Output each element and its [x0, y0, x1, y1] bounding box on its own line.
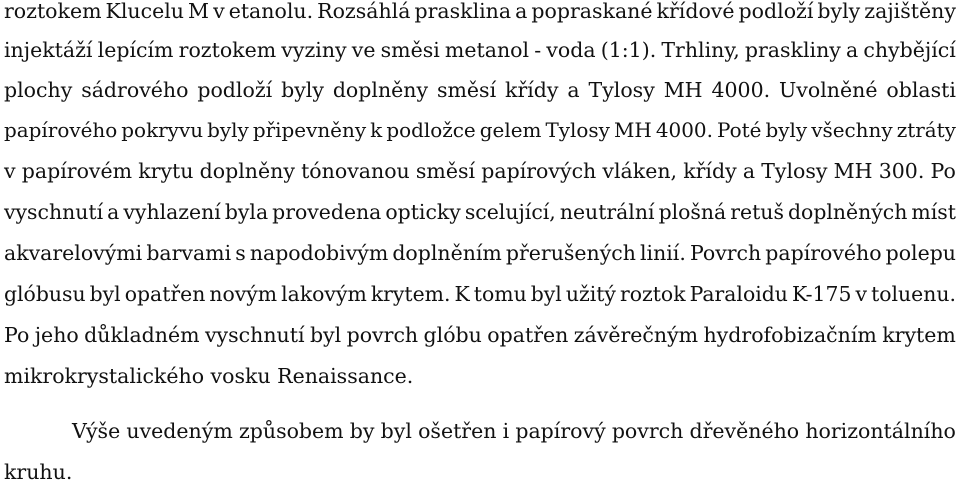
word: křídové [656, 0, 735, 23]
paragraph1-line-5 [4, 158, 956, 184]
paragraph1-line-6 [4, 199, 956, 225]
word: papírového [4, 118, 118, 142]
word: povrch [346, 323, 419, 347]
word: byl [530, 282, 562, 306]
word: papírový [515, 419, 606, 443]
word: napodobivým [249, 241, 389, 265]
word: tomu [473, 282, 527, 306]
word: papírových [481, 159, 597, 183]
word: byla [224, 200, 269, 224]
word: Rozsáhlá [317, 0, 411, 23]
word: byly [281, 78, 324, 102]
word: doplněním [392, 241, 502, 265]
word: novým [209, 282, 278, 306]
word: připevněny [252, 118, 367, 142]
word: M [188, 0, 210, 23]
word: v [4, 159, 16, 183]
word: toluenu. [871, 282, 956, 306]
word: roztokem [178, 38, 277, 62]
word: krytu [138, 159, 194, 183]
word: sádrového [81, 78, 189, 102]
word: papírovém [21, 159, 133, 183]
word: glóbusu [4, 282, 86, 306]
word: křídy [505, 78, 559, 102]
paragraph2-line-2: kruhu. [4, 460, 73, 484]
word: polepu [885, 241, 956, 265]
word: Uvolněné [779, 78, 878, 102]
word: praskliny [744, 38, 841, 62]
word: povrch [611, 419, 684, 443]
word: byl [89, 282, 121, 306]
word: horizontálního [805, 419, 956, 443]
paragraph1-line-2 [4, 37, 956, 63]
word: podložce [386, 118, 476, 142]
word: v [855, 282, 868, 306]
word: lepícím [97, 38, 174, 62]
word: přerušených [505, 241, 636, 265]
word: ošetřen [418, 419, 497, 443]
word: linií. [639, 241, 686, 265]
word: byly [817, 0, 861, 23]
word: popraskané [531, 0, 653, 23]
word: Klucelu [105, 0, 184, 23]
word: neutrální [559, 200, 655, 224]
word: plošná [658, 200, 727, 224]
word: doplněny [199, 159, 295, 183]
word: uvedeným [126, 419, 233, 443]
word: byly [207, 118, 249, 142]
word: podloží [197, 78, 273, 102]
word: směsi [380, 38, 440, 62]
word: glóbu [423, 323, 482, 347]
word: MH [613, 118, 652, 142]
word: barvami [146, 241, 232, 265]
word: gelem [479, 118, 542, 142]
word: byl [309, 323, 342, 347]
word: K-175 [791, 282, 852, 306]
word: opticky [385, 200, 461, 224]
word: Tylosy [761, 159, 828, 183]
word: K [454, 282, 470, 306]
word: důkladném [84, 323, 200, 347]
word: ve [351, 38, 376, 62]
word: směsí [436, 78, 497, 102]
word: Výše [72, 419, 121, 443]
word: všechny [811, 118, 893, 142]
word: s [235, 241, 246, 265]
word: k [370, 118, 383, 142]
word: roztok [620, 282, 686, 306]
word: Povrch [689, 241, 762, 265]
paragraph1-line-7 [4, 240, 956, 266]
paragraph1-line-10: mikrokrystalického vosku Renaissance. [4, 364, 414, 388]
word: jeho [34, 323, 79, 347]
word: vyziny [281, 38, 347, 62]
paragraph1-line-8 [4, 281, 956, 307]
word: MH [833, 159, 873, 183]
word: užitý [565, 282, 616, 306]
word: dřevěného [689, 419, 800, 443]
word: voda [546, 38, 596, 62]
word: křídy [683, 159, 737, 183]
word: injektáží [4, 38, 93, 62]
word: byl [380, 419, 412, 443]
word: plochy [4, 78, 73, 102]
word: papírového [765, 241, 882, 265]
word: směsí [415, 159, 476, 183]
word: a [567, 78, 580, 102]
word: vyschnutí [4, 200, 104, 224]
word: a [107, 200, 120, 224]
word: provedena [272, 200, 382, 224]
word: oblasti [886, 78, 956, 102]
word: i [502, 419, 510, 443]
word: tónovanou [301, 159, 410, 183]
word: scelující, [464, 200, 556, 224]
word: MH [663, 78, 703, 102]
word: by [349, 419, 375, 443]
paragraph2-line-1 [72, 418, 956, 444]
word: a [742, 159, 756, 183]
paragraph1-line-3 [4, 77, 956, 103]
word: a [515, 0, 528, 23]
word: byly [765, 118, 808, 142]
word: Poté [717, 118, 762, 142]
word: retuš [730, 200, 784, 224]
word: doplněných [787, 200, 908, 224]
word: chybějící [863, 38, 956, 62]
word: a [846, 38, 859, 62]
word: roztokem [4, 0, 102, 23]
word: pokryvu [121, 118, 204, 142]
word: akvarelovými [4, 241, 143, 265]
word: Tylosy [588, 78, 655, 102]
paragraph1-line-4 [4, 117, 956, 143]
word: metanol [444, 38, 530, 62]
word: 4000. [711, 78, 771, 102]
word: 300. [878, 159, 925, 183]
word: zajištěny [864, 0, 956, 23]
word: Paraloidu [689, 282, 788, 306]
word: Trhliny, [661, 38, 740, 62]
word: krytem. [370, 282, 451, 306]
word: způsobem [238, 419, 344, 443]
word: hydrofobizačním [703, 323, 877, 347]
word: Po [930, 159, 956, 183]
word: závěrečným [573, 323, 699, 347]
word: podloží [738, 0, 814, 23]
word: opatřen [124, 282, 206, 306]
paragraph1-line-1 [4, 0, 956, 24]
word: míst [911, 200, 956, 224]
word: krytem [882, 323, 956, 347]
paragraph1-line-9 [4, 322, 956, 348]
word: v [213, 0, 225, 23]
word: Po [4, 323, 30, 347]
word: Tylosy [545, 118, 610, 142]
word: vyschnutí [204, 323, 305, 347]
word: vláken, [602, 159, 678, 183]
word: opatřen [487, 323, 569, 347]
word: vyhlazení [123, 200, 221, 224]
word: - [534, 38, 542, 62]
word: (1:1). [600, 38, 657, 62]
word: doplněny [332, 78, 429, 102]
word: etanolu. [228, 0, 314, 23]
word: prasklina [414, 0, 512, 23]
word: 4000. [655, 118, 713, 142]
word: lakovým [281, 282, 367, 306]
word: ztráty [896, 118, 956, 142]
